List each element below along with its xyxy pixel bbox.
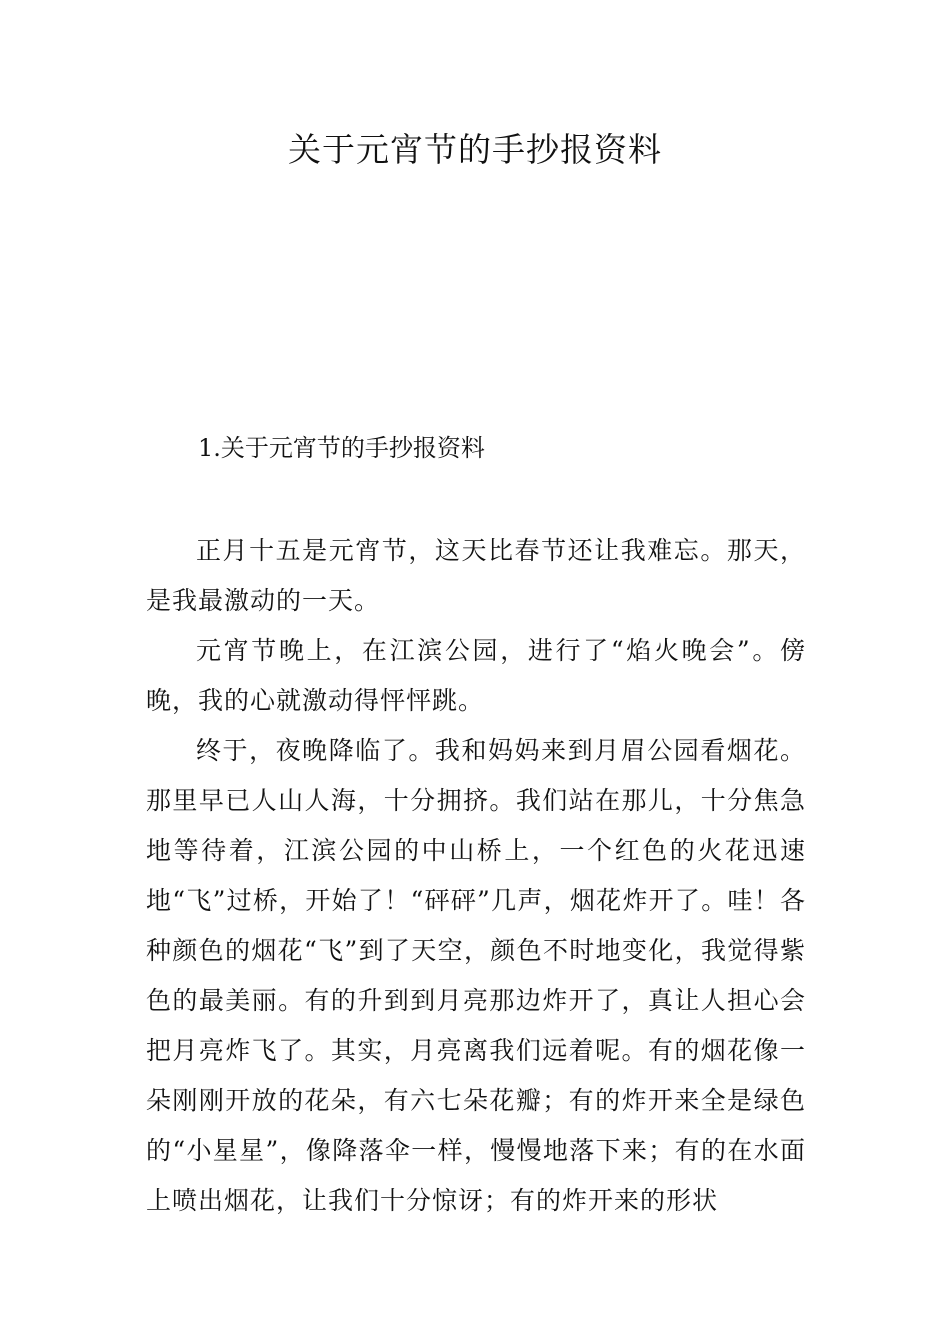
section-heading: 1.关于元宵节的手抄报资料 — [198, 434, 485, 462]
document-body — [146, 526, 806, 1226]
paragraph: 终于，夜晚降临了。我和妈妈来到月眉公园看烟花。那里早已人山人海，十分拥挤。我们站在那儿，十分焦急地等待着，江滨公园的中山桥上，一个红色的火花迅速地“飞”过桥，开始了！“砰砰”几声，烟花炸开了。哇！各种颜色的烟花“飞”到了天空，颜色不时地变化，我觉得紫色的最美丽。有的升到到月亮那边炸开了，真让人担心会把月亮炸飞了。其实，月亮离我们远着呢。有的烟花像一朵刚刚开放的花朵，有六七朵花瓣；有的炸开来全是绿色的“小星星”，像降落伞一样，慢慢地落下来；有的在水面上喷出烟花，让我们十分惊讶；有的炸开来的形状 — [146, 736, 806, 1215]
paragraph: 元宵节晚上，在江滨公园，进行了“焰火晚会”。傍晚，我的心就激动得怦怦跳。 — [146, 636, 806, 715]
document-title: 关于元宵节的手抄报资料 — [288, 130, 662, 169]
paragraph: 正月十五是元宵节，这天比春节还让我难忘。那天，是我最激动的一天。 — [146, 536, 806, 615]
